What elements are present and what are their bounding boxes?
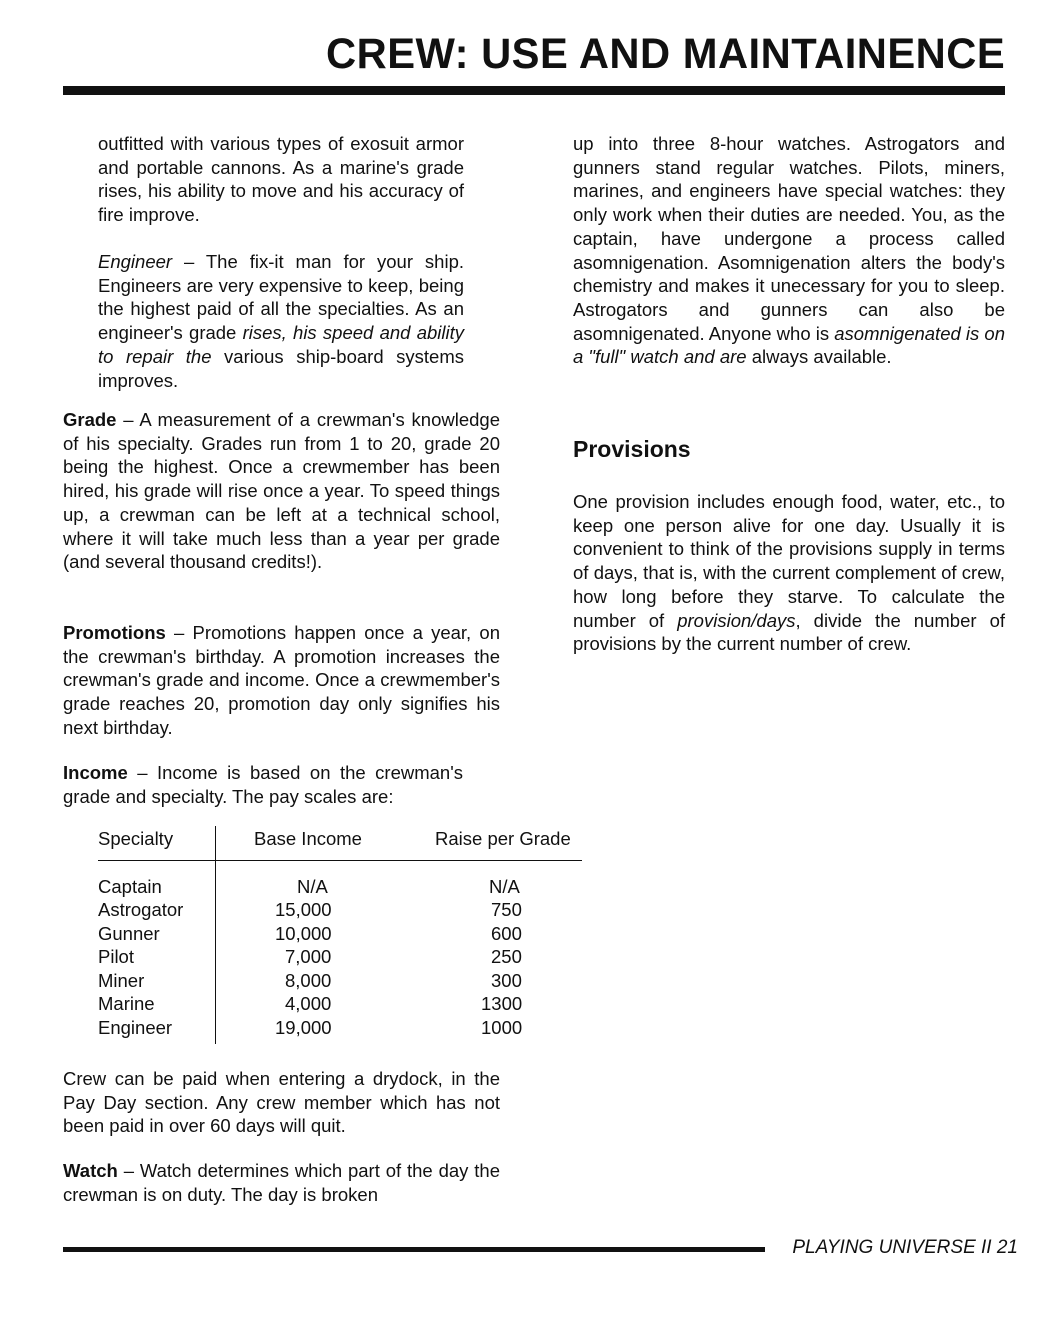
row-gunner-base: 10,000 [275,923,332,944]
grade-term: Grade [63,409,117,430]
row-marine-specialty: Marine [98,993,155,1014]
watch-term: Watch [63,1160,118,1181]
row-engineer-base: 19,000 [275,1017,332,1038]
watch-text: – Watch determines which part of the day the crewman is on duty. The day is broken [63,1160,500,1205]
row-engineer-raise: 1000 [481,1017,523,1038]
grade-paragraph [63,408,500,574]
provisions-paragraph [573,490,1005,656]
watch-continued-tail: always available. [746,346,892,368]
row-engineer-specialty: Engineer [98,1017,173,1038]
grade-text: – A measurement of a crewman's knowledge of his specialty. Grades run from 1 to 20, grade 20 being the highest. Once a crewmember has been hired, his grade will rise once a year. To speed things up, a crewman can be left at a technical school, where it will take much less than a year per grade (and several thousand credits!). [63,409,500,573]
row-pilot-specialty: Pilot [98,946,134,967]
row-astrogator-base: 15,000 [275,899,332,920]
watch-continued-text: up into three 8-hour watches. Astrogators and gunners stand regular watches. Pilots, miners, marines, and engineers have special watches: they only work when their duties are needed. You, as the captain, have undergone a process called asomnigenation. Asomnigenation alters the body's chemistry and makes it unecessary for you to sleep. Astrogators and gunners can also be asomnigenated. Anyone who is [573,133,1005,344]
pay-scale-table [98,826,582,1044]
marine-continued-paragraph: outfitted with various types of exosuit armor and portable cannons. As a marine's grade rises, his ability to move and his accuracy of fire improve. [98,133,464,226]
pay-note-paragraph: Crew can be paid when entering a drydock, in the Pay Day section. Any crew member which has not been paid in over 60 days will quit. [63,1068,500,1137]
provisions-tail: , divide the number of provisions by the current number of crew. [573,609,1005,655]
row-captain-base: N/A [297,876,328,897]
income-text: – Income is based on the crewman's grade and specialty. The pay scales are: [63,762,463,807]
row-marine-base: 4,000 [285,993,332,1014]
row-pilot-raise: 250 [491,946,522,967]
engineer-italic-text: rises, his speed and ability to repair the [98,322,464,367]
engineer-paragraph [98,250,464,392]
row-gunner-specialty: Gunner [98,923,160,944]
row-captain-raise: N/A [489,876,520,897]
promotions-paragraph [63,621,500,740]
watch-continued-italic: asomnigenated is on a "full" watch and are [573,322,1006,368]
income-term: Income [63,762,128,783]
header-base-income: Base Income [254,828,362,849]
footer-rule [63,1247,765,1252]
row-miner-specialty: Miner [98,970,145,991]
row-miner-base: 8,000 [285,970,332,991]
engineer-tail-text: various ship-board systems improves. [98,345,464,391]
page-title: CREW: USE AND MAINTAINENCE [325,30,1005,78]
provisions-heading: Provisions [573,436,691,462]
row-pilot-base: 7,000 [285,946,332,967]
row-miner-raise: 300 [491,970,522,991]
footer-page-label: PLAYING UNIVERSE II 21 [792,1237,1018,1258]
provisions-text: One provision includes enough food, water, etc., to keep one person alive for one day. Usually it is convenient to think of the provisions supply in terms of days, that is, with the current complement of crew, how long before they starve. To calculate the number of [573,491,1005,631]
row-marine-raise: 1300 [481,993,523,1014]
table-header-rule [98,860,582,861]
provisions-italic: provision/days [677,609,796,631]
promotions-term: Promotions [63,622,166,643]
promotions-text: – Promotions happen once a year, on the crewman's birthday. A promotion increases the crewman's grade and income. Once a crewmember's grade reaches 20, promotion day only signifies his next birthday. [63,622,500,738]
engineer-term: Engineer [98,251,173,272]
engineer-text: – The fix-it man for your ship. Engineers are very expensive to keep, being the highest paid of all the specialties. As an engineer's grade [98,251,464,344]
row-gunner-raise: 600 [491,923,522,944]
watch-continued-paragraph [573,132,1005,369]
income-paragraph [63,761,463,808]
row-captain-specialty: Captain [98,876,162,897]
header-rule [63,86,1005,95]
table-column-divider [215,826,216,1044]
row-astrogator-raise: 750 [491,899,522,920]
header-raise-per-grade: Raise per Grade [435,828,571,849]
watch-paragraph [63,1159,500,1206]
row-astrogator-specialty: Astrogator [98,899,184,920]
header-specialty: Specialty [98,828,174,849]
